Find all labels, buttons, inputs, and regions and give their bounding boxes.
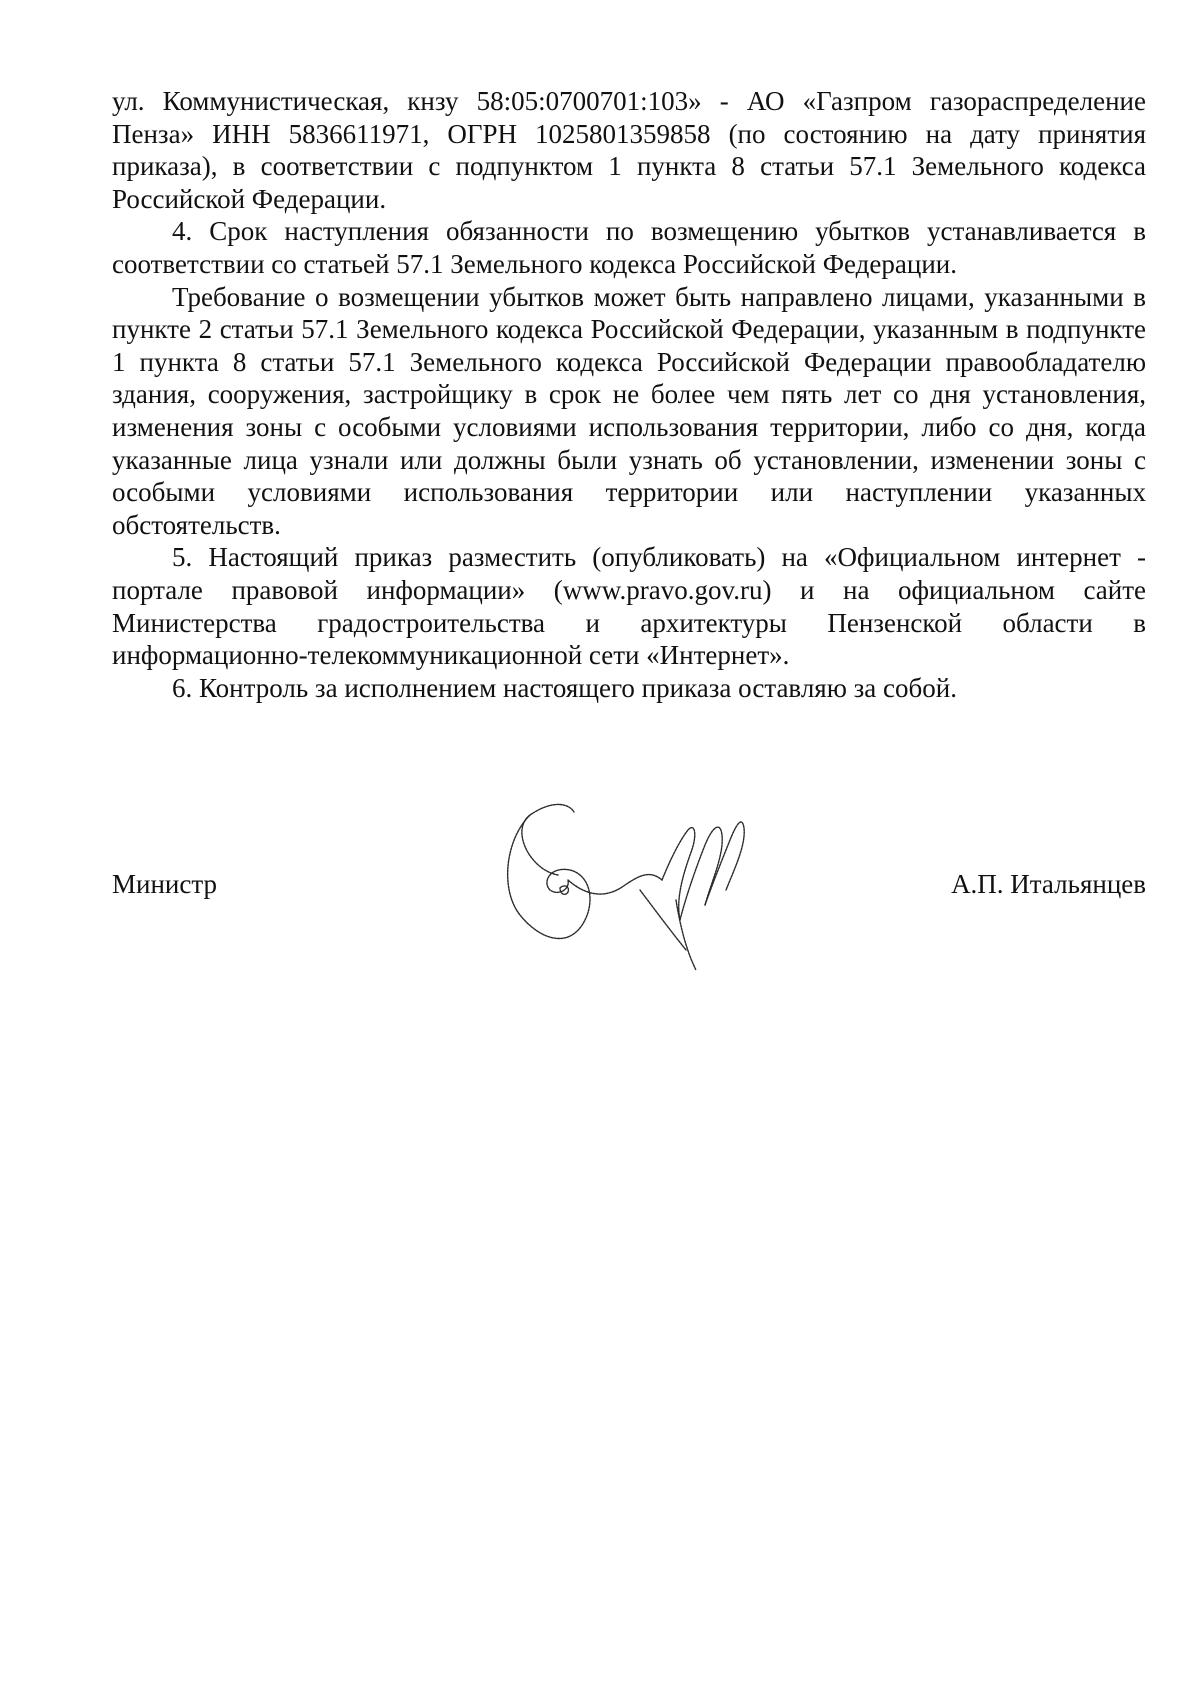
paragraph-continuation: ул. Коммунистическая, кнзу 58:05:0700701:103» - АО «Газпром газораспределение Пенза» ИНН 5836611971, ОГРН 1025801359858 (по состоянию на дату принятия приказа), в соответствии с подпунктом 1 пункта 8 статьи 57.1 Земельного кодекса Российской Федерации. (112, 86, 1146, 214)
signatory-title: Министр (112, 869, 217, 899)
document-body (112, 85, 1146, 704)
paragraph-item-5: 5. Настоящий приказ разместить (опубликовать) на «Официальном интернет - портале правовой информации» (www.pravo.gov.ru) и на официальном сайте Министерства градостроительства и архитектуры Пензенской области в информационно-телекоммуникационной сети «Интернет». (112, 542, 1146, 671)
paragraph-item-6: 6. Контроль за исполнением настоящего приказа оставляю за собой. (172, 672, 957, 703)
paragraph-item-4: 4. Срок наступления обязанности по возмещению убытков устанавливается в соответствии со статьей 57.1 Земельного кодекса Российской Федерации. (112, 216, 1146, 279)
signatory-name: А.П. Итальянцев (951, 869, 1146, 899)
signature-block (112, 868, 1146, 908)
paragraph-claim-requirement: Требование о возмещении убытков может быть направлено лицами, указанными в пункте 2 статьи 57.1 Земельного кодекса Российской Федерации, указанным в подпункте 1 пункта 8 статьи 57.1 Земельного кодекса Российской Федерации правообладателю здания, сооружения, застройщику в срок не более чем пять лет со дня установления, изменения зоны с особыми условиями использования территории, либо со дня, когда указанные лица узнали или должны были узнать об установлении, изменении зоны с особыми условиями использования территории или наступлении указанных обстоятельств. (112, 281, 1146, 540)
